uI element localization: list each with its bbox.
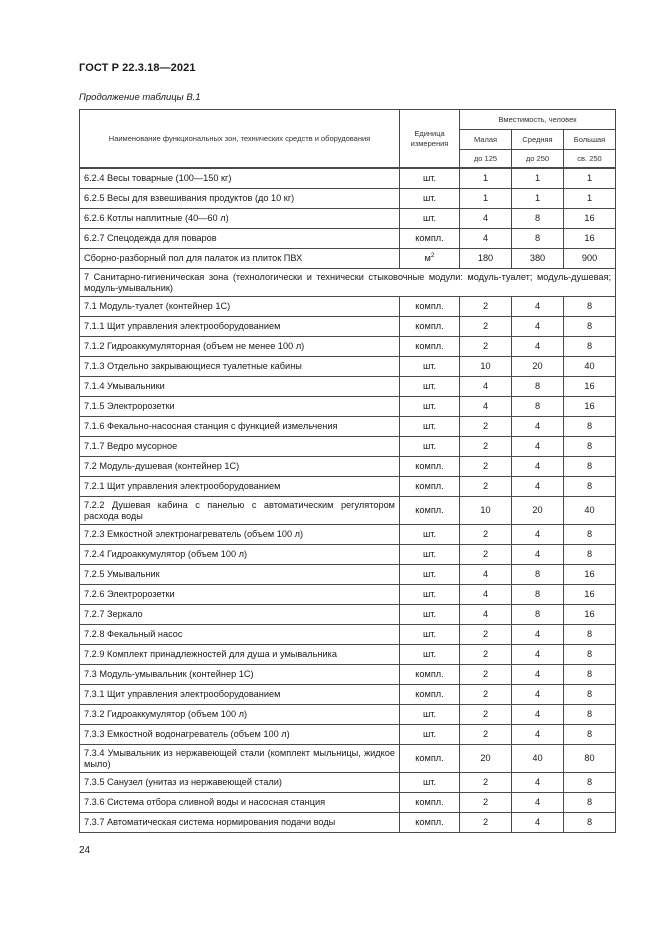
cell-medium: 4: [512, 525, 564, 545]
table-row: [80, 665, 616, 685]
table-row: [80, 525, 616, 545]
cell-name: 7.3.2 Гидроаккумулятор (объем 100 л): [80, 705, 400, 725]
table-row: [80, 545, 616, 565]
table-row: [80, 249, 616, 269]
cell-large: 8: [564, 725, 616, 745]
cell-medium: 8: [512, 209, 564, 229]
cell-name: 7.2.6 Электророзетки: [80, 585, 400, 605]
table-row: [80, 189, 616, 209]
cell-name: 7.3.4 Умывальник из нержавеющей стали (комплект мыльницы, жидкое мыло): [80, 745, 400, 773]
cell-small: 2: [460, 545, 512, 565]
cell-small: 10: [460, 357, 512, 377]
cell-small: 2: [460, 337, 512, 357]
cell-large: 8: [564, 665, 616, 685]
cell-medium: 380: [512, 249, 564, 269]
cell-medium: 4: [512, 297, 564, 317]
cell-small: 2: [460, 685, 512, 705]
cell-small: 4: [460, 209, 512, 229]
cell-medium: 4: [512, 705, 564, 725]
cell-small: 4: [460, 397, 512, 417]
cell-unit: шт.: [400, 625, 460, 645]
cell-unit: шт.: [400, 605, 460, 625]
header-unit: Единица измерения: [400, 110, 460, 169]
cell-large: 8: [564, 545, 616, 565]
cell-medium: 4: [512, 625, 564, 645]
header-range-large: св. 250: [564, 150, 616, 169]
cell-large: 8: [564, 417, 616, 437]
table-row: [80, 773, 616, 793]
cell-large: 8: [564, 525, 616, 545]
table-row: [80, 585, 616, 605]
cell-large: 8: [564, 625, 616, 645]
cell-unit: шт.: [400, 545, 460, 565]
cell-medium: 4: [512, 665, 564, 685]
cell-large: 8: [564, 813, 616, 833]
cell-large: 40: [564, 497, 616, 525]
cell-small: 4: [460, 605, 512, 625]
cell-small: 2: [460, 773, 512, 793]
table-row: [80, 457, 616, 477]
equipment-table: [79, 109, 616, 833]
cell-unit: шт.: [400, 645, 460, 665]
cell-unit: [400, 249, 460, 269]
cell-name: Сборно-разборный пол для палаток из плиток ПВХ: [80, 249, 400, 269]
cell-medium: 40: [512, 745, 564, 773]
header-capacity: Вместимость, человек: [460, 110, 616, 130]
cell-name: 7.3.1 Щит управления электрооборудованием: [80, 685, 400, 705]
cell-small: 2: [460, 457, 512, 477]
cell-large: 16: [564, 585, 616, 605]
cell-name: 7.1.6 Фекально-насосная станция с функцией измельчения: [80, 417, 400, 437]
cell-medium: 4: [512, 457, 564, 477]
cell-unit: компл.: [400, 813, 460, 833]
cell-name: 7.2 Модуль-душевая (контейнер 1С): [80, 457, 400, 477]
cell-name: 7.2.3 Емкостной электронагреватель (объем 100 л): [80, 525, 400, 545]
cell-name: 7.2.9 Комплект принадлежностей для душа и умывальника: [80, 645, 400, 665]
cell-unit: компл.: [400, 297, 460, 317]
cell-unit: компл.: [400, 337, 460, 357]
cell-large: 8: [564, 793, 616, 813]
cell-small: 1: [460, 168, 512, 189]
header-range-small: до 125: [460, 150, 512, 169]
cell-small: 2: [460, 725, 512, 745]
cell-unit: компл.: [400, 317, 460, 337]
cell-name: 6.2.6 Котлы наплитные (40—60 л): [80, 209, 400, 229]
cell-small: 2: [460, 525, 512, 545]
cell-unit: шт.: [400, 377, 460, 397]
cell-small: 2: [460, 813, 512, 833]
cell-medium: 20: [512, 357, 564, 377]
cell-unit: шт.: [400, 437, 460, 457]
document-header: ГОСТ Р 22.3.18—2021: [79, 62, 196, 74]
cell-small: 10: [460, 497, 512, 525]
cell-unit: компл.: [400, 457, 460, 477]
cell-small: 2: [460, 793, 512, 813]
table-row: [80, 168, 616, 189]
cell-small: 2: [460, 625, 512, 645]
cell-name: 7.3.6 Система отбора сливной воды и насосная станция: [80, 793, 400, 813]
table-row: [80, 625, 616, 645]
cell-small: 2: [460, 645, 512, 665]
cell-medium: 4: [512, 645, 564, 665]
table-row: [80, 605, 616, 625]
table-row: [80, 497, 616, 525]
section-row: [80, 269, 616, 297]
cell-name: 7.1.3 Отдельно закрывающиеся туалетные кабины: [80, 357, 400, 377]
table-row: [80, 725, 616, 745]
cell-name: 7.3.5 Санузел (унитаз из нержавеющей стали): [80, 773, 400, 793]
cell-medium: 8: [512, 377, 564, 397]
cell-large: 16: [564, 377, 616, 397]
table-row: [80, 685, 616, 705]
cell-small: 4: [460, 585, 512, 605]
table-row: [80, 337, 616, 357]
cell-large: 16: [564, 565, 616, 585]
cell-medium: 8: [512, 565, 564, 585]
cell-unit: шт.: [400, 705, 460, 725]
table-row: [80, 645, 616, 665]
cell-large: 900: [564, 249, 616, 269]
cell-medium: 4: [512, 773, 564, 793]
table-row: [80, 357, 616, 377]
cell-name: 7.2.5 Умывальник: [80, 565, 400, 585]
cell-medium: 4: [512, 813, 564, 833]
cell-name: 7.2.8 Фекальный насос: [80, 625, 400, 645]
cell-name: 7.1.4 Умывальники: [80, 377, 400, 397]
cell-medium: 4: [512, 545, 564, 565]
cell-large: 1: [564, 168, 616, 189]
cell-medium: 8: [512, 397, 564, 417]
cell-unit: шт.: [400, 209, 460, 229]
table-row: [80, 317, 616, 337]
table-row: [80, 377, 616, 397]
table-row: [80, 209, 616, 229]
cell-name: 7.2.1 Щит управления электрооборудованием: [80, 477, 400, 497]
cell-name: 7.3.7 Автоматическая система нормирования подачи воды: [80, 813, 400, 833]
cell-large: 40: [564, 357, 616, 377]
header-range-medium: до 250: [512, 150, 564, 169]
cell-medium: 4: [512, 725, 564, 745]
cell-medium: 20: [512, 497, 564, 525]
cell-small: 2: [460, 705, 512, 725]
cell-large: 1: [564, 189, 616, 209]
cell-large: 16: [564, 605, 616, 625]
cell-unit: шт.: [400, 525, 460, 545]
cell-small: 2: [460, 437, 512, 457]
cell-unit-superscript: 2: [430, 251, 435, 259]
cell-unit: шт.: [400, 565, 460, 585]
cell-large: 16: [564, 209, 616, 229]
table-body: [80, 168, 616, 833]
cell-name: 6.2.4 Весы товарные (100—150 кг): [80, 168, 400, 189]
table-row: [80, 565, 616, 585]
cell-small: 2: [460, 665, 512, 685]
cell-large: 8: [564, 477, 616, 497]
cell-large: 16: [564, 397, 616, 417]
cell-large: 8: [564, 437, 616, 457]
header-size-large: Большая: [564, 130, 616, 150]
cell-large: 8: [564, 317, 616, 337]
cell-name: 6.2.7 Спецодежда для поваров: [80, 229, 400, 249]
cell-large: 8: [564, 457, 616, 477]
cell-small: 4: [460, 229, 512, 249]
table-row: [80, 229, 616, 249]
cell-medium: 8: [512, 229, 564, 249]
table-row: [80, 437, 616, 457]
cell-unit: компл.: [400, 477, 460, 497]
cell-name: 7.2.4 Гидроаккумулятор (объем 100 л): [80, 545, 400, 565]
cell-unit: шт.: [400, 773, 460, 793]
cell-small: 180: [460, 249, 512, 269]
cell-unit: шт.: [400, 397, 460, 417]
cell-name: 7.3 Модуль-умывальник (контейнер 1С): [80, 665, 400, 685]
cell-medium: 4: [512, 685, 564, 705]
cell-medium: 1: [512, 168, 564, 189]
cell-unit: компл.: [400, 497, 460, 525]
cell-large: 16: [564, 229, 616, 249]
cell-large: 8: [564, 705, 616, 725]
cell-medium: 4: [512, 317, 564, 337]
table-row: [80, 745, 616, 773]
cell-unit: компл.: [400, 793, 460, 813]
cell-medium: 8: [512, 605, 564, 625]
table-caption: Продолжение таблицы В.1: [79, 92, 201, 103]
cell-name: 7.1.2 Гидроаккумуляторная (объем не менее 100 л): [80, 337, 400, 357]
header-size-small: Малая: [460, 130, 512, 150]
cell-name: 7.2.2 Душевая кабина с панелью с автоматическим регулятором расхода воды: [80, 497, 400, 525]
cell-unit: компл.: [400, 745, 460, 773]
cell-medium: 4: [512, 477, 564, 497]
table-row: [80, 477, 616, 497]
cell-unit: компл.: [400, 665, 460, 685]
table-row: [80, 705, 616, 725]
cell-small: 2: [460, 317, 512, 337]
cell-small: 4: [460, 565, 512, 585]
section-title: 7 Санитарно-гигиеническая зона (технологически и технически стыковочные модули: модуль-туалет; модуль-душевая; модуль-умывальник): [80, 269, 616, 297]
header-name: Наименование функциональных зон, технических средств и оборудования: [80, 110, 400, 169]
cell-large: 80: [564, 745, 616, 773]
cell-small: 2: [460, 297, 512, 317]
cell-medium: 4: [512, 437, 564, 457]
cell-medium: 4: [512, 793, 564, 813]
table-row: [80, 397, 616, 417]
cell-name: 6.2.5 Весы для взвешивания продуктов (до 10 кг): [80, 189, 400, 209]
cell-small: 4: [460, 377, 512, 397]
cell-unit: шт.: [400, 189, 460, 209]
cell-medium: 1: [512, 189, 564, 209]
table-row: [80, 297, 616, 317]
cell-unit: шт.: [400, 417, 460, 437]
table-row: [80, 417, 616, 437]
table-row: [80, 793, 616, 813]
cell-medium: 4: [512, 337, 564, 357]
cell-name: 7.1.5 Электророзетки: [80, 397, 400, 417]
cell-small: 1: [460, 189, 512, 209]
cell-large: 8: [564, 337, 616, 357]
cell-small: 2: [460, 417, 512, 437]
cell-large: 8: [564, 773, 616, 793]
cell-large: 8: [564, 685, 616, 705]
cell-small: 2: [460, 477, 512, 497]
cell-unit: компл.: [400, 685, 460, 705]
cell-large: 8: [564, 297, 616, 317]
cell-name: 7.3.3 Емкостной водонагреватель (объем 100 л): [80, 725, 400, 745]
cell-name: 7.2.7 Зеркало: [80, 605, 400, 625]
cell-unit: шт.: [400, 357, 460, 377]
cell-name: 7.1.1 Щит управления электрооборудованием: [80, 317, 400, 337]
cell-medium: 8: [512, 585, 564, 605]
cell-unit: шт.: [400, 585, 460, 605]
cell-medium: 4: [512, 417, 564, 437]
cell-unit-text: м: [424, 253, 431, 263]
cell-unit: шт.: [400, 168, 460, 189]
cell-name: 7.1 Модуль-туалет (контейнер 1С): [80, 297, 400, 317]
table-row: [80, 813, 616, 833]
header-size-medium: Средняя: [512, 130, 564, 150]
cell-unit: шт.: [400, 725, 460, 745]
page-number: 24: [79, 845, 91, 856]
cell-name: 7.1.7 Ведро мусорное: [80, 437, 400, 457]
cell-unit: компл.: [400, 229, 460, 249]
cell-small: 20: [460, 745, 512, 773]
cell-large: 8: [564, 645, 616, 665]
